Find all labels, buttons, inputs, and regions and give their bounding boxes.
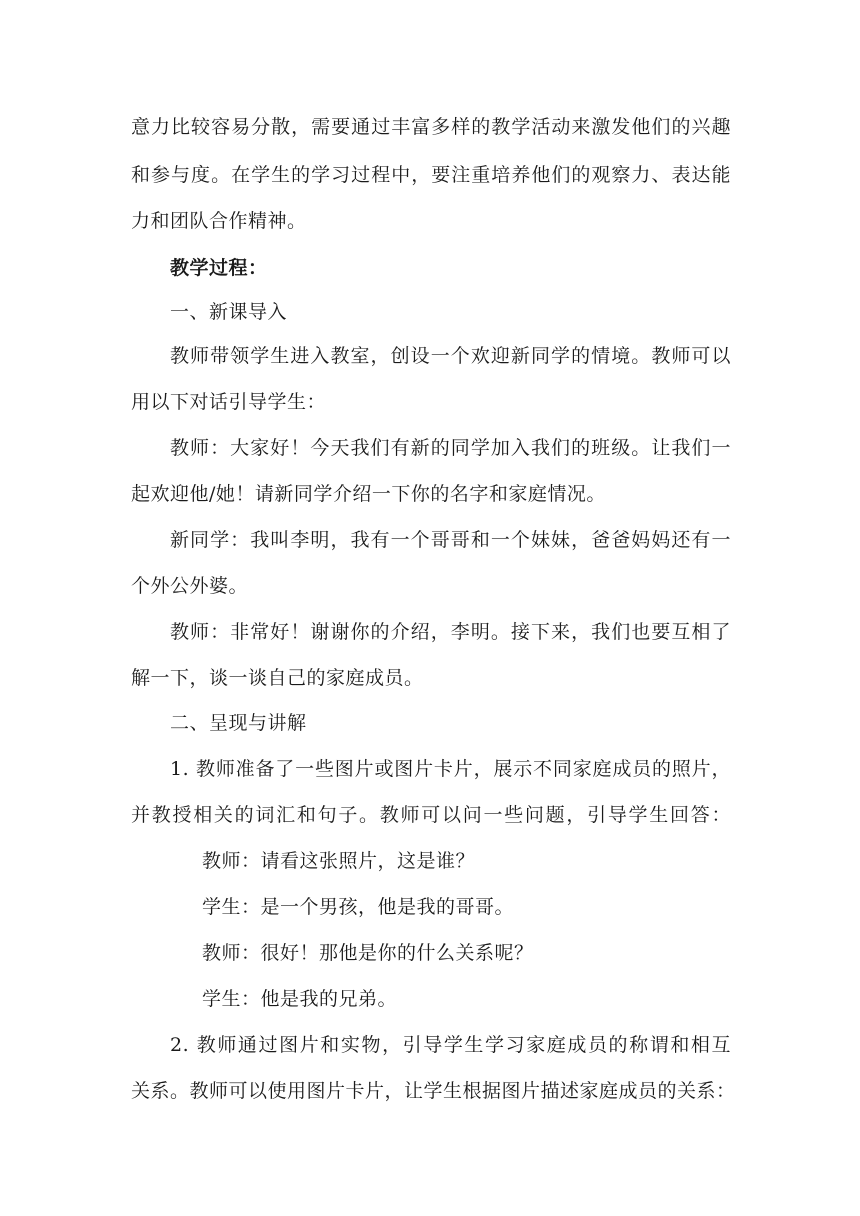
subsection-heading: 二、呈现与讲解 [170,712,307,734]
subsection-heading: 一、新课导入 [170,301,288,323]
dialogue-line: 学生：是一个男孩，他是我的哥哥。 [202,896,515,918]
section-heading: 教学过程： [170,257,268,279]
list-item-line: 1. 教师准备了一些图片或图片卡片，展示不同家庭成员的照片， [170,758,731,780]
paragraph-line: 教师带领学生进入教室，创设一个欢迎新同学的情境。教师可以 [170,345,731,367]
dialogue-line: 起欢迎他/她！请新同学介绍一下你的名字和家庭情况。 [131,483,606,505]
paragraph-line: 用以下对话引导学生： [131,391,327,413]
dialogue-line: 个外公外婆。 [131,575,249,597]
dialogue-line: 教师：很好！那他是你的什么关系呢？ [202,942,534,964]
dialogue-line: 解一下，谈一谈自己的家庭成员。 [131,667,424,689]
dialogue-line: 教师：请看这张照片，这是谁？ [202,850,476,872]
dialogue-line: 新同学：我叫李明，我有一个哥哥和一个妹妹，爸爸妈妈还有一 [170,529,731,551]
list-item-line: 2. 教师通过图片和实物，引导学生学习家庭成员的称谓和相互 [170,1034,731,1056]
paragraph-line: 意力比较容易分散，需要通过丰富多样的教学活动来激发他们的兴趣 [131,116,731,138]
dialogue-line: 教师：非常好！谢谢你的介绍，李明。接下来，我们也要互相了 [170,621,731,643]
dialogue-line: 学生：他是我的兄弟。 [202,988,398,1010]
paragraph-line: 和参与度。在学生的学习过程中，要注重培养他们的观察力、表达能 [131,164,731,186]
dialogue-line: 教师：大家好！今天我们有新的同学加入我们的班级。让我们一 [170,437,731,459]
paragraph-line: 力和团队合作精神。 [131,210,307,232]
list-item-line: 关系。教师可以使用图片卡片，让学生根据图片描述家庭成员的关系： [131,1080,736,1102]
list-item-line: 并教授相关的词汇和句子。教师可以问一些问题，引导学生回答： [131,804,731,826]
